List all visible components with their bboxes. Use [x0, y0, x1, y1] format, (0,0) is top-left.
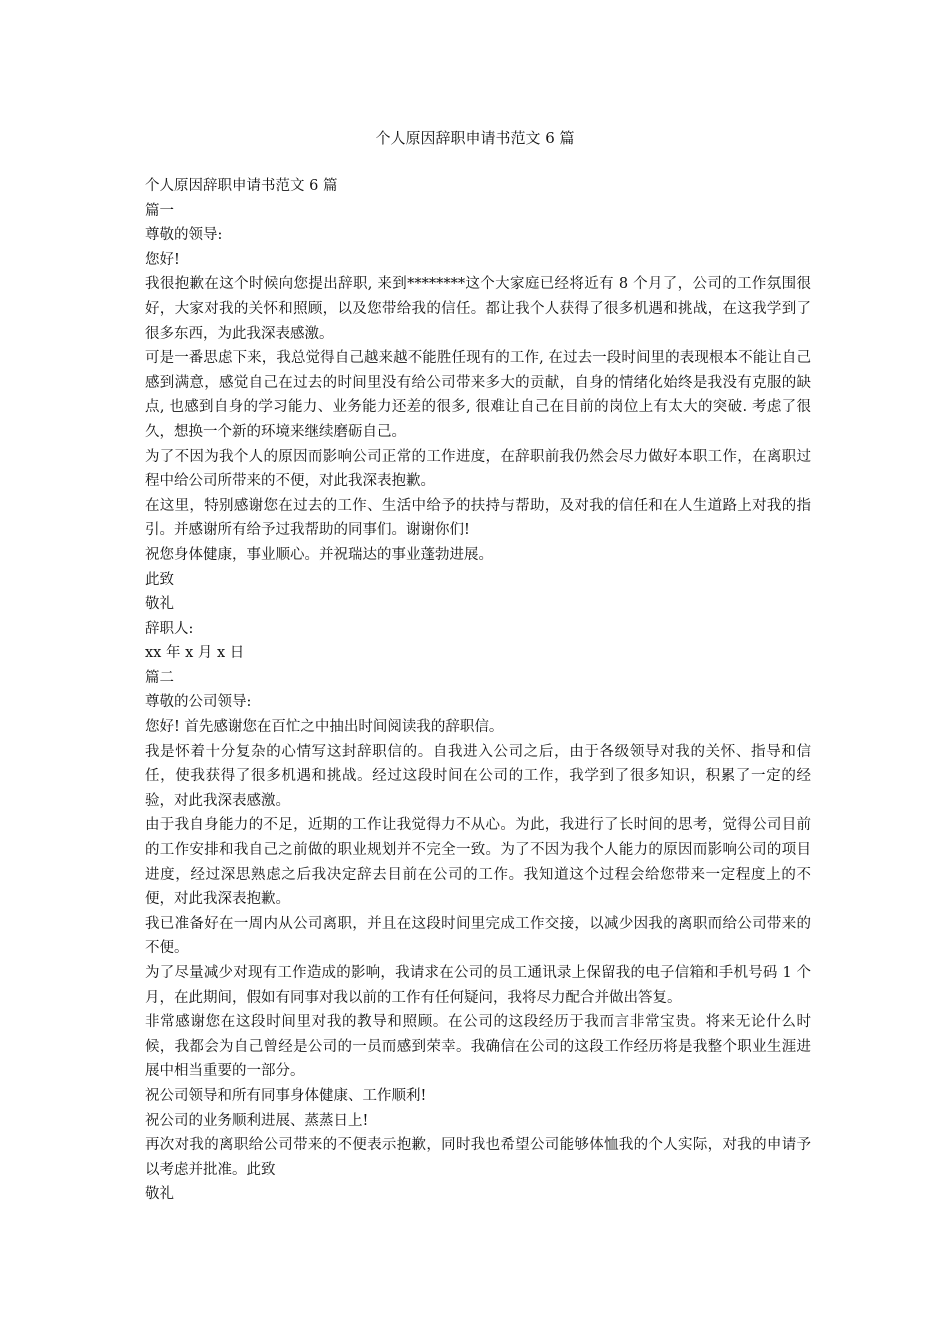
page-header-title: 个人原因辞职申请书范文 6 篇	[375, 129, 575, 147]
letter2-closing: 敬礼	[145, 1186, 174, 1203]
letter2-paragraph-2: 由于我自身能力的不足，近期的工作让我觉得力不从心。为此，我进行了长时间的思考，觉得公司目前的工作安排和我自己之前做的职业规划并不完全一致。为了不因为我个人能力的原因而影响公司的项目进度，经过深思熟虑之后我决定辞去目前在公司的工作。我知道这个过程会给您带来一定程度上的不便，对此我深表抱歉。	[145, 817, 811, 908]
letter1-closing-1: 此致	[145, 571, 174, 588]
document-body	[145, 174, 811, 1207]
letter2-paragraph-6: 祝公司领导和所有同事身体健康、工作顺利!	[145, 1087, 427, 1104]
letter1-salutation: 尊敬的领导:	[145, 227, 223, 244]
letter2-paragraph-1: 我是怀着十分复杂的心情写这封辞职信的。自我进入公司之后，由于各级领导对我的关怀、指导和信任，使我获得了很多机遇和挑战。经过这段时间在公司的工作，我学到了很多知识，积累了一定的经验，对此我深表感激。	[145, 743, 811, 809]
letter1-date: xx 年 x 月 x 日	[145, 645, 245, 662]
letter2-paragraph-4: 为了尽量减少对现有工作造成的影响，我请求在公司的员工通讯录上保留我的电子信箱和手机号码 1 个月，在此期间，假如有同事对我以前的工作有任何疑问，我将尽力配合并做出答复。	[145, 965, 811, 1006]
letter1-heading: 篇一	[145, 202, 174, 219]
letter1-closing-2: 敬礼	[145, 596, 174, 613]
letter1-paragraph-4: 在这里，特别感谢您在过去的工作、生活中给予的扶持与帮助，及对我的信任和在人生道路上对我的指引。并感谢所有给予过我帮助的同事们。谢谢你们!	[145, 497, 811, 539]
letter2-paragraph-5: 非常感谢您在这段时间里对我的教导和照顾。在公司的这段经历于我而言非常宝贵。将来无论什么时候，我都会为自己曾经是公司的一员而感到荣幸。我确信在公司的这段工作经历将是我整个职业生涯进展中相当重要的一部分。	[145, 1014, 811, 1080]
letter2-paragraph-3: 我已准备好在一周内从公司离职，并且在这段时间里完成工作交接，以减少因我的离职而给公司带来的不便。	[145, 915, 811, 957]
letter1-greeting: 您好!	[145, 251, 180, 268]
letter2-heading: 篇二	[145, 669, 174, 686]
letter1-signer: 辞职人:	[145, 620, 194, 637]
letter2-paragraph-8: 再次对我的离职给公司带来的不便表示抱歉，同时我也希望公司能够体恤我的个人实际，对我的申请予以考虑并批准。此致	[145, 1137, 811, 1178]
letter1-paragraph-2: 可是一番思虑下来，我总觉得自己越来越不能胜任现有的工作, 在过去一段时间里的表现根本不能让自己感到满意，感觉自己在过去的时间里没有给公司带来多大的贡献，自身的情绪化始终是我没有克服的缺点, 也感到自身的学习能力、业务能力还差的很多, 很难让自己在目前的岗位上有太大的突破. 考虑了很久，想换一个新的环境来继续磨砺自己。	[145, 350, 811, 440]
letter1-paragraph-1: 我很抱歉在这个时候向您提出辞职, 来到********这个大家庭已经将近有 8 个月了，公司的工作氛围很好，大家对我的关怀和照顾，以及您带给我的信任。都让我个人获得了很多机遇和挑战，在这我学到了很多东西，为此我深表感激。	[145, 276, 811, 342]
letter2-salutation: 尊敬的公司领导:	[145, 694, 252, 711]
letter1-paragraph-3: 为了不因为我个人的原因而影响公司正常的工作进度，在辞职前我仍然会尽力做好本职工作，在离职过程中给公司所带来的不便，对此我深表抱歉。	[145, 448, 811, 490]
letter2-greeting: 您好! 首先感谢您在百忙之中抽出时间阅读我的辞职信。	[145, 719, 504, 736]
letter2-paragraph-7: 祝公司的业务顺利进展、蒸蒸日上!	[145, 1112, 369, 1129]
document-title: 个人原因辞职申请书范文 6 篇	[145, 178, 338, 194]
letter1-paragraph-5: 祝您身体健康，事业顺心。并祝瑞达的事业蓬勃进展。	[145, 546, 493, 563]
